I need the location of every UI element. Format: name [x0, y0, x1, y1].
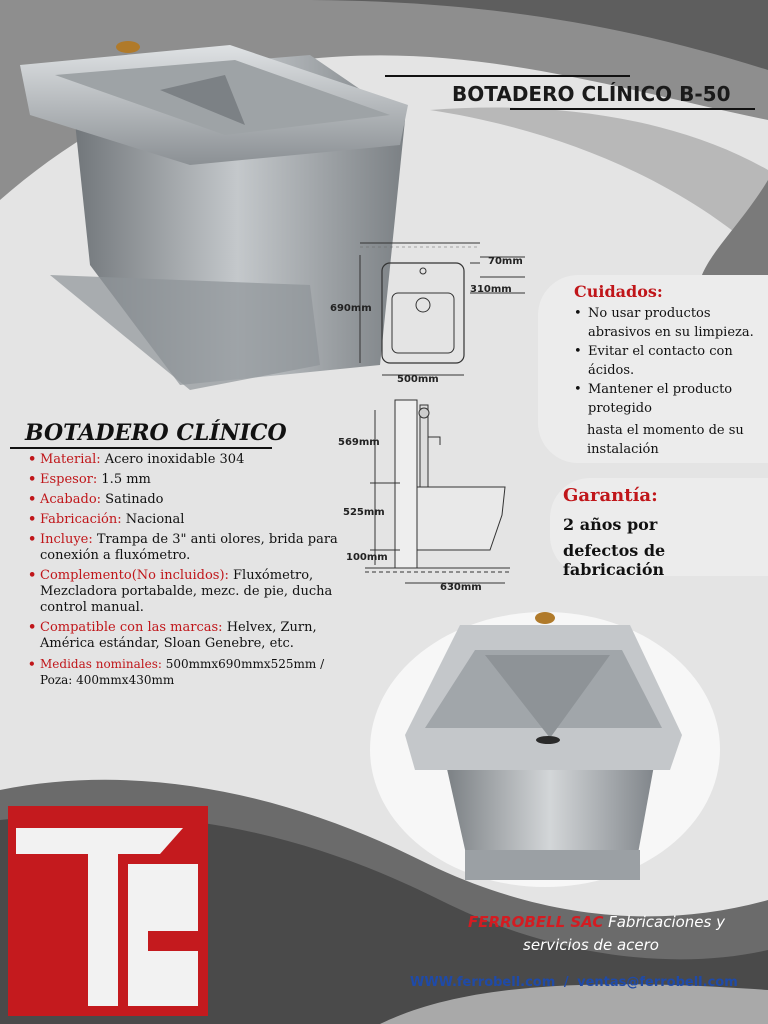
logo-mark — [8, 806, 208, 1016]
spec-item-manufacture: • Fabricación: Nacional — [28, 512, 343, 528]
warranty-line1: 2 años por — [563, 515, 658, 534]
spec-list — [28, 452, 343, 692]
contact-line — [410, 975, 738, 990]
care-title: Cuidados: — [574, 282, 663, 301]
section-title-rule — [10, 447, 272, 449]
company-tagline2: servicios de acero — [523, 936, 659, 954]
email-link[interactable]: ventas@ferrobell.com — [577, 975, 738, 990]
title-rule-top — [385, 75, 630, 77]
spec-item-complements: • Complemento(No incluidos): Fluxómetro, Mezcladora portabalde, mezc. de pie, ducha control manual. — [28, 568, 343, 616]
company-tagline1: Fabricaciones y — [603, 913, 725, 931]
title-rule-bottom — [510, 108, 755, 110]
care-item-2: • Evitar el contacto con ácidos. — [574, 342, 764, 380]
care-item-3: • Mantener el producto protegido — [574, 380, 764, 418]
spec-item-dimensions: • Medidas nominales: 500mmx690mmx525mm / Poza: 400mmx430mm — [28, 656, 343, 688]
section-title: BOTADERO CLÍNICO — [25, 420, 287, 446]
company-name: FERROBELL SAC — [468, 913, 604, 931]
dim-690: 690mm — [330, 303, 372, 314]
dim-310: 310mm — [470, 284, 512, 295]
care-list — [574, 304, 764, 418]
dim-100: 100mm — [346, 552, 388, 563]
website-link[interactable]: WWW.ferrobell.com — [410, 975, 556, 990]
dim-525: 525mm — [343, 507, 385, 518]
spec-item-thickness: • Espesor: 1.5 mm — [28, 472, 343, 488]
dim-500: 500mm — [397, 374, 439, 385]
care-item-1: • No usar productos abrasivos en su limpieza. — [574, 304, 764, 342]
spec-item-finish: • Acabado: Satinado — [28, 492, 343, 508]
contact-separator: / — [563, 975, 569, 990]
spec-item-material: • Material: Acero inoxidable 304 — [28, 452, 343, 468]
warranty-line2: defectos de fabricación — [563, 541, 666, 579]
company-logo — [8, 806, 208, 1016]
warranty-title: Garantía: — [563, 485, 658, 506]
side-view-drawing — [340, 395, 520, 595]
dim-569: 569mm — [338, 437, 380, 448]
spec-item-includes: • Incluye: Trampa de 3" anti olores, brida para conexión a fluxómetro. — [28, 532, 343, 564]
product-photo-bottom — [390, 610, 700, 885]
company-line1 — [468, 913, 725, 931]
dim-70: 70mm — [488, 256, 523, 267]
dim-630: 630mm — [440, 582, 482, 593]
spec-item-compatible: • Compatible con las marcas: Helvex, Zurn, América estándar, Sloan Genebre, etc. — [28, 620, 343, 652]
care-extra: hasta el momento de su instalación — [587, 423, 744, 457]
product-title: BOTADERO CLÍNICO B-50 — [452, 82, 731, 106]
